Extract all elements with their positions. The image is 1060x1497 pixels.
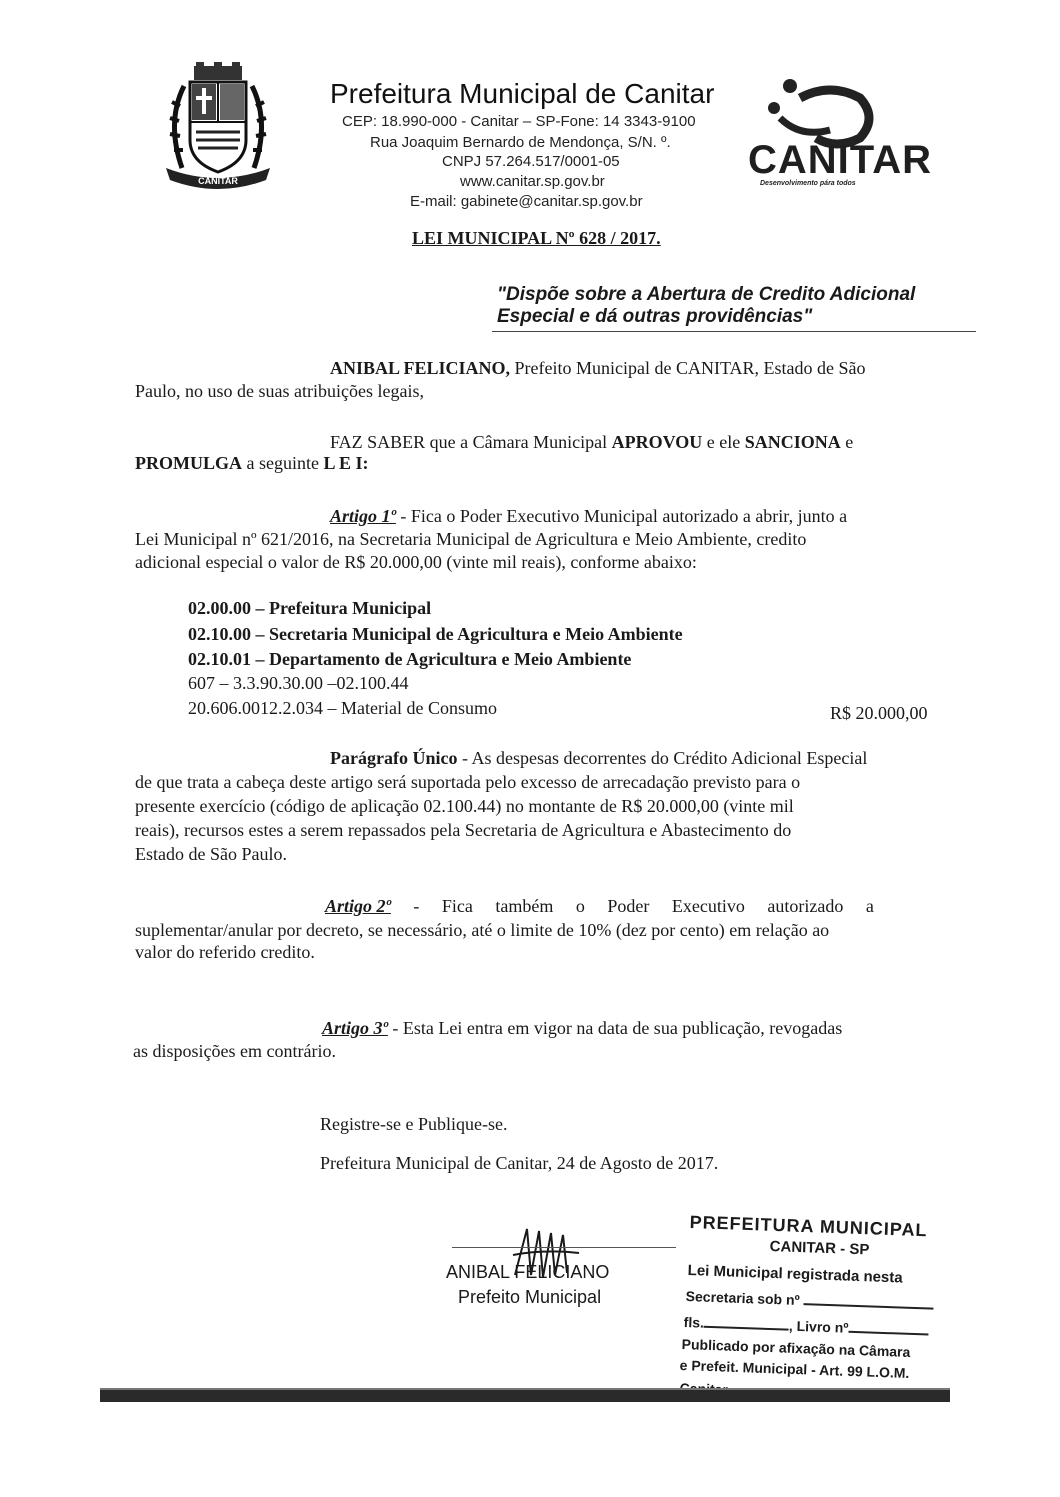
logo-word: CANITAR (748, 138, 933, 182)
stamp-line-7: e Prefeit. Municipal - Art. 99 L.O.M. (679, 1357, 910, 1382)
paragrafo-label: Parágrafo Único (330, 748, 458, 768)
stamp-livro-label: , Livro nº (788, 1317, 849, 1336)
artigo1-line-1 (330, 506, 847, 527)
artigo2-line-1 (325, 896, 874, 917)
faz-saber-text: FAZ SABER que a Câmara Municipal (330, 432, 612, 452)
ementa-line-1: "Dispõe sobre a Abertura de Credito Adicional (497, 284, 916, 305)
budget-line-5: 20.606.0012.2.034 – Material de Consumo (188, 698, 497, 718)
budget-amount: R$ 20.000,00 (830, 703, 928, 723)
ementa-divider (492, 331, 976, 332)
sanciona-word: SANCIONA (744, 432, 841, 452)
artigo3-line-2: as disposições em contrário. (133, 1041, 336, 1061)
stamp-line-3: Lei Municipal registrada nesta (687, 1262, 903, 1287)
budget-line-3: 02.10.01 – Departamento de Agricultura e Meio Ambiente (188, 649, 632, 669)
intro-line-1-text: Prefeito Municipal de CANITAR, Estado de São (510, 358, 866, 378)
stamp-line-1: PREFEITURA MUNICIPAL (689, 1212, 928, 1241)
closing-line-1: Registre-se e Publique-se. (320, 1114, 508, 1134)
paragrafo-line-1 (330, 748, 867, 769)
artigo3-text-1: - Esta Lei entra em vigor na data de sua publicação, revogadas (387, 1018, 843, 1038)
budget-line-1: 02.00.00 – Prefeitura Municipal (188, 598, 432, 618)
artigo1-line-2: Lei Municipal nº 621/2016, na Secretaria Municipal de Agricultura e Meio Ambiente, credito (135, 529, 807, 549)
bottom-rule (100, 1390, 950, 1402)
artigo3-line-1 (322, 1018, 842, 1039)
header-website-line: www.canitar.sp.gov.br (460, 173, 605, 190)
artigo2-line-2: suplementar/anular por decreto, se necessário, até o limite de 10% (dez por cento) em relação ao (135, 920, 830, 940)
artigo1-text-1: - Fica o Poder Executivo Municipal autorizado a abrir, junto a (395, 506, 848, 526)
paragrafo-text-1: - As despesas decorrentes do Crédito Adicional Especial (457, 748, 868, 768)
intro-line-1 (330, 358, 866, 379)
artigo1-label: Artigo 1º (330, 506, 396, 526)
header-title: Prefeitura Municipal de Canitar (330, 78, 715, 109)
artigo2-label: Artigo 2º (325, 896, 391, 916)
artigo1-line-3: adicional especial o valor de R$ 20.000,00 (vinte mil reais), conforme abaixo: (135, 552, 697, 572)
stamp-registry-label: Secretaria sob nº (685, 1288, 800, 1308)
stamp-line-2: CANITAR - SP (769, 1238, 870, 1259)
paragrafo-line-5: Estado de São Paulo. (135, 844, 287, 864)
promulga-word: PROMULGA (135, 453, 242, 473)
crest-ribbon-text: CANITAR (198, 176, 238, 186)
faz-saber-text-3: e (840, 432, 854, 452)
signature-role: Prefeito Municipal (458, 1287, 602, 1307)
closing-line-2: Prefeitura Municipal de Canitar, 24 de Agosto de 2017. (320, 1153, 719, 1173)
stamp-fls-label: fls. (683, 1314, 705, 1331)
paragrafo-line-3: presente exercício (código de aplicação 02.100.44) no montante de R$ 20.000,00 (vinte mil (135, 796, 794, 816)
signature-name: ANIBAL FELICIANO (446, 1262, 610, 1282)
logo-dot-icon (783, 79, 797, 93)
logo-tagline: Desenvolvimento pára todos (760, 180, 856, 187)
header-cep-line: CEP: 18.990-000 - Canitar – SP-Fone: 14 3343-9100 (342, 113, 696, 130)
intro-line-2: Paulo, no uso de suas atribuições legais, (135, 381, 424, 401)
budget-line-4: 607 – 3.3.90.30.00 –02.100.44 (188, 673, 409, 693)
stamp-line-4 (685, 1288, 933, 1313)
municipal-crest (160, 62, 275, 192)
lei-word: L E I: (323, 453, 369, 473)
law-title: LEI MUNICIPAL Nº 628 / 2017. (412, 228, 661, 248)
faz-saber-line-2 (135, 453, 369, 474)
budget-line-2: 02.10.00 – Secretaria Municipal de Agricultura e Meio Ambiente (188, 624, 683, 644)
header-cnpj-line: CNPJ 57.264.517/0001-05 (442, 153, 620, 170)
faz-saber-text-4: a seguinte (242, 453, 324, 473)
faz-saber-text-2: e ele (702, 432, 745, 452)
paragrafo-line-4: reais), recursos estes a serem repassados pela Secretaria de Agricultura e Abastecimento do (135, 820, 792, 840)
paragrafo-line-2: de que trata a cabeça deste artigo será suportada pelo excesso de arrecadação previsto para o (135, 772, 801, 792)
stamp-line-6: Publicado por afixação na Câmara (681, 1336, 911, 1360)
signature-line (452, 1247, 676, 1248)
artigo2-line-3: valor do referido credito. (135, 942, 315, 962)
aprovou-word: APROVOU (611, 432, 703, 452)
mayor-name: ANIBAL FELICIANO, (330, 358, 511, 378)
artigo3-label: Artigo 3º (322, 1018, 388, 1038)
stamp-line-5 (683, 1314, 928, 1339)
faz-saber-line-1 (330, 432, 853, 453)
header-email-line: E-mail: gabinete@canitar.sp.gov.br (410, 193, 643, 210)
header-address-line: Rua Joaquim Bernardo de Mendonça, S/N. º. (370, 134, 671, 151)
artigo2-text-1: - Fica também o Poder Executivo autorizado a (390, 896, 874, 916)
ementa-line-2: Especial e dá outras providências" (497, 306, 813, 327)
